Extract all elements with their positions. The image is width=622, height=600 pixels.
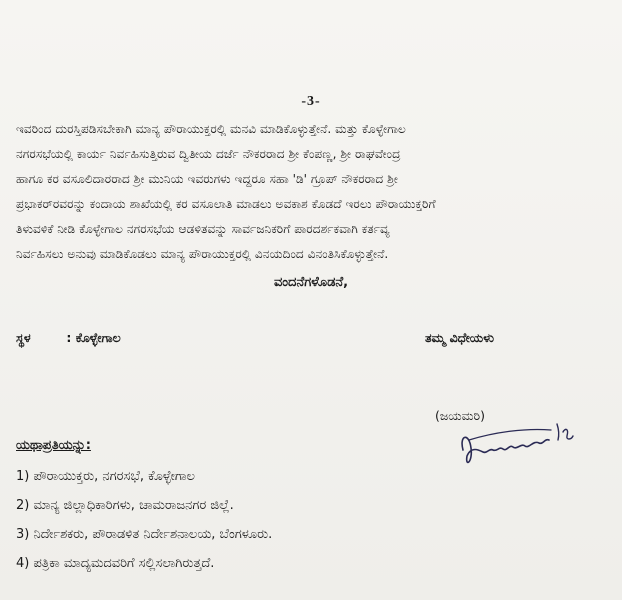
place-line [16,330,121,346]
regards-text: ತಮ್ಮ ವಿಧೇಯಳು [425,330,494,345]
list-item: 3) ನಿರ್ದೇಶಕರು, ಪೌರಾಡಳಿತ ನಿರ್ದೇಶನಾಲಯ, ಬೆಂಗಳೂರು. [16,527,273,542]
body-paragraph [16,117,612,267]
paragraph-line: ನಿರ್ವಹಿಸಲು ಅನುವು ಮಾಡಿಕೊಡಲು ಮಾನ್ಯ ಪೌರಾಯುಕ್ತರಲ್ಲಿ ವಿನಯದಿಂದ ವಿನಂತಿಸಿಕೊಳ್ಳುತ್ತೇನೆ. [16,247,389,261]
page-number: -3- [301,94,321,109]
copies-heading: ಯಥಾಪ್ರತಿಯನ್ನು: [16,438,91,453]
place-value: : ಕೊಳ್ಳೇಗಾಲ [66,330,121,345]
handwritten-signature [455,410,595,470]
list-item: 2) ಮಾನ್ಯ ಜಿಲ್ಲಾಧಿಕಾರಿಗಳು, ಚಾಮರಾಜನಗರ ಜಿಲ್ಲೆ. [16,498,234,513]
paragraph-line: ಪ್ರಭಾಕರ್‌ರವರನ್ನು ಕಂದಾಯ ಶಾಖೆಯಲ್ಲಿ ಕರ ವಸೂಲಾತಿ ಮಾಡಲು ಅವಕಾಶ ಕೊಡದೆ ಇರಲು ಪೌರಾಯುಕ್ತರಿಗೆ [16,197,436,211]
paragraph-line: ತಿಳುವಳಿಕೆ ನೀಡಿ ಕೊಳ್ಳೇಗಾಲ ನಗರಸಭೆಯ ಆಡಳಿತವನ್ನು ಸಾರ್ವಜನಿಕರಿಗೆ ಪಾರದರ್ಶಕವಾಗಿ ಕರ್ತವ್ಯ [16,222,390,236]
paragraph-line: ಹಾಗೂ ಕರ ವಸೂಲಿದಾರರಾದ ಶ್ರೀ ಮುನಿಯ ಇವರುಗಳು ಇದ್ದರೂ ಸಹಾ 'ಡಿ' ಗ್ರೂಪ್ ನೌಕರರಾದ ಶ್ರೀ [16,172,398,186]
closing-salutation: ವಂದನೆಗಳೊಡನೆ, [273,275,349,290]
list-item: 1) ಪೌರಾಯುಕ್ತರು, ನಗರಸಭೆ, ಕೊಳ್ಳೇಗಾಲ [16,469,195,484]
signatory-name: (ಜಯಮರಿ) [435,408,486,423]
paragraph-line: ನಗರಸಭೆಯಲ್ಲಿ ಕಾರ್ಯ ನಿರ್ವಹಿಸುತ್ತಿರುವ ದ್ವಿತೀಯ ದರ್ಜೆ ನೌಕರರಾದ ಶ್ರೀ ಕೆಂಪಣ್ಣ, ಶ್ರೀ ರಾಘವೇಂದ್ರ [16,147,401,161]
place-label: ಸ್ಥಳ [16,330,31,345]
paragraph-line: ಇವರಿಂದ ದುರಸ್ತಿಪಡಿಸಬೇಕಾಗಿ ಮಾನ್ಯ ಪೌರಾಯುಕ್ತರಲ್ಲಿ ಮನವಿ ಮಾಡಿಕೊಳ್ಳುತ್ತೇನೆ. ಮತ್ತು ಕೊಳ್ಳೇಗಾಲ [16,122,406,136]
copies-list [16,462,272,578]
list-item: 4) ಪತ್ರಿಕಾ ಮಾದ್ಯಮದವರಿಗೆ ಸಲ್ಲಿಸಲಾಗಿರುತ್ತದೆ. [16,556,215,571]
